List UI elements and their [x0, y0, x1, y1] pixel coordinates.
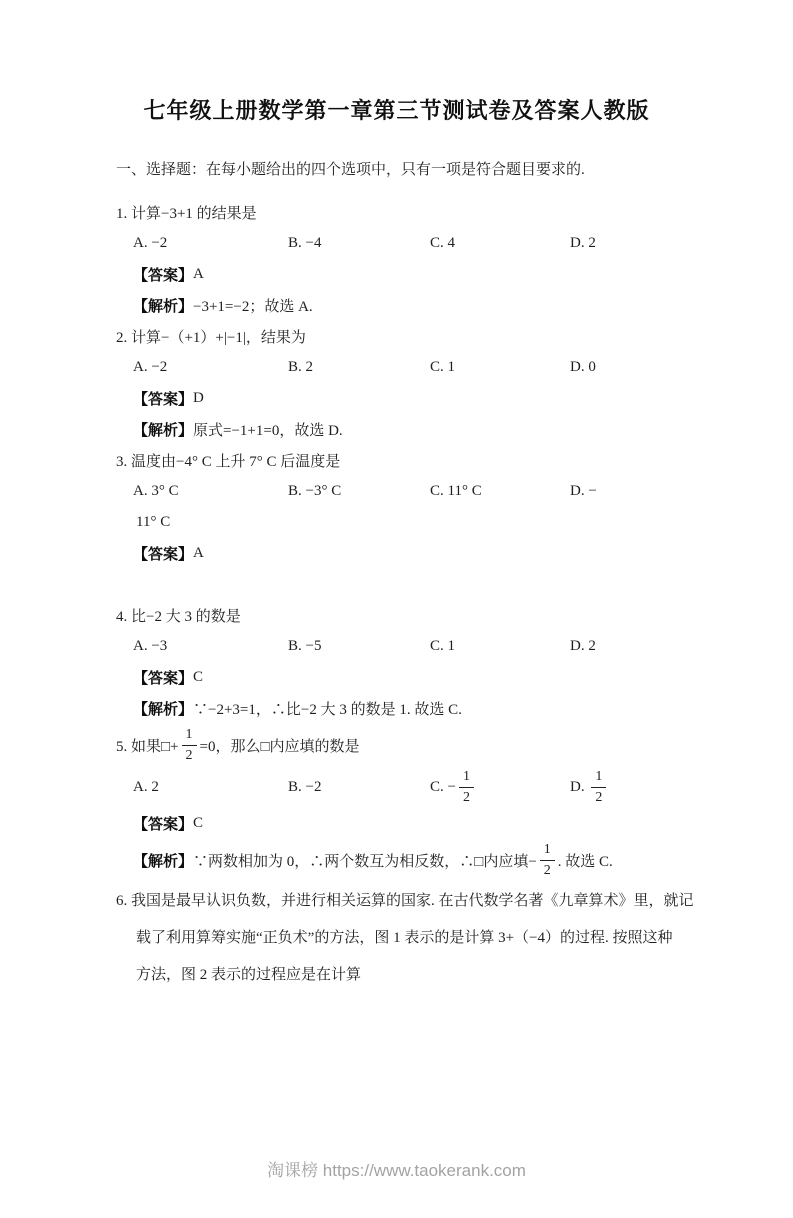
text-run: 3. 温度由−4° C 上升 7° C 后温度是 [116, 454, 341, 470]
option-d [570, 359, 723, 376]
text-run: . 故选 C. [557, 853, 613, 870]
text-run: D. 2 [570, 235, 596, 251]
answer-label: 【答案】 [133, 547, 194, 563]
question [116, 197, 723, 321]
page-title: 七年级上册数学第一章第三节测试卷及答案人教版 [143, 98, 650, 123]
fraction-denominator: 2 [182, 745, 197, 763]
question-stem [116, 600, 723, 631]
questions-container [116, 197, 723, 992]
text-run: 原式=−1+1=0，故选 D. [193, 423, 343, 439]
option-c [430, 770, 570, 805]
text-run: 5. 如果□+ [116, 738, 179, 755]
fraction [182, 728, 197, 763]
options-row [116, 352, 723, 383]
answer-value: C [193, 815, 204, 831]
fraction-numerator: 1 [595, 768, 603, 784]
analysis-label: 【解析】 [133, 853, 194, 870]
answer-line [116, 538, 723, 569]
option-d [570, 235, 723, 252]
fraction-numerator: 1 [185, 726, 193, 742]
question-stem [116, 881, 723, 918]
fraction [540, 843, 555, 878]
option-b [288, 235, 430, 252]
option-d [570, 638, 723, 655]
options-row [116, 631, 723, 662]
text-run: A. 3° C [133, 483, 179, 499]
text-run: =0，那么□内应填的数是 [199, 738, 360, 755]
question [116, 445, 723, 600]
option-a [133, 638, 288, 655]
text-run: C. 11° C [430, 483, 482, 499]
question [116, 321, 723, 445]
text-run: B. −2 [288, 778, 322, 795]
text-run: 6. 我国是最早认识负数，并进行相关运算的国家. 在古代数学名著《九章算术》里，就记 [116, 893, 694, 909]
text-run: 载了利用算筹实施“正负术”的方法，图 1 表示的是计算 3+（−4）的过程. 按照这种 [136, 930, 673, 946]
option-b [288, 359, 430, 376]
text-run: A. −2 [133, 359, 168, 375]
text-run: B. −4 [288, 235, 322, 251]
answer-value: A [193, 545, 204, 561]
answer-value: D [193, 390, 204, 406]
option-b [288, 638, 430, 655]
text-run: B. −3° C [288, 483, 342, 499]
question-stem [116, 197, 723, 228]
text-run: A. 2 [133, 778, 159, 795]
answer-line [116, 259, 723, 290]
options-row [116, 228, 723, 259]
option-b [288, 483, 430, 500]
options-row [116, 476, 723, 507]
fraction-denominator: 2 [591, 787, 606, 805]
text-run: B. 2 [288, 359, 314, 375]
text-run: 2. 计算−（+1）+|−1|，结果为 [116, 330, 306, 346]
answer-label: 【答案】 [133, 392, 194, 408]
answer-label: 【答案】 [133, 671, 194, 687]
analysis-label: 【解析】 [133, 702, 194, 718]
fraction-denominator: 2 [459, 787, 474, 805]
answer-label: 【答案】 [133, 817, 194, 833]
option-c [430, 235, 570, 252]
text-run: −3+1=−2；故选 A. [193, 299, 313, 315]
text-run: B. −5 [288, 638, 322, 654]
text-run: A. −2 [133, 235, 168, 251]
analysis-line [116, 693, 723, 724]
option-d [570, 483, 723, 500]
answer-label: 【答案】 [133, 268, 194, 284]
option-b [288, 779, 430, 796]
option-continuation [116, 507, 723, 538]
text-run: 4. 比−2 大 3 的数是 [116, 609, 241, 625]
blank-spacer [116, 569, 723, 600]
text-run: C. 4 [430, 235, 456, 251]
option-c [430, 638, 570, 655]
question [116, 600, 723, 724]
answer-line [116, 808, 723, 839]
fraction [591, 770, 606, 805]
fraction [459, 770, 474, 805]
question-stem [116, 955, 723, 992]
question [116, 724, 723, 881]
question-stem [116, 918, 723, 955]
analysis-line [116, 839, 723, 881]
option-a [133, 483, 288, 500]
analysis-line [116, 290, 723, 321]
option-d [570, 770, 723, 805]
text-run: 11° C [136, 514, 171, 530]
text-run: D. [570, 778, 589, 795]
fraction-denominator: 2 [540, 860, 555, 878]
question-stem [116, 321, 723, 352]
fraction-numerator: 1 [462, 768, 470, 784]
text-run: D. 2 [570, 638, 596, 654]
answer-value: A [193, 266, 204, 282]
answer-line [116, 383, 723, 414]
section-header: 一、选择题：在每小题给出的四个选项中，只有一项是符合题目要求的. [116, 162, 585, 178]
option-c [430, 483, 570, 500]
text-run: D. − [570, 483, 597, 499]
text-run: ∵两数相加为 0，∴两个数互为相反数，∴□内应填− [193, 853, 537, 870]
question [116, 881, 723, 992]
option-c [430, 359, 570, 376]
question-stem [116, 724, 723, 766]
question-stem [116, 445, 723, 476]
answer-line [116, 662, 723, 693]
footer-watermark: 淘课榜 https://www.taokerank.com [267, 1161, 526, 1180]
text-run: A. −3 [133, 638, 168, 654]
text-run: 1. 计算−3+1 的结果是 [116, 206, 257, 222]
option-a [133, 235, 288, 252]
text-run: ∵−2+3=1，∴比−2 大 3 的数是 1. 故选 C. [193, 702, 462, 718]
text-run: D. 0 [570, 359, 596, 375]
text-run: 方法，图 2 表示的过程应是在计算 [136, 967, 362, 983]
answer-value: C [193, 669, 204, 685]
text-run: C. 1 [430, 359, 456, 375]
text-run: C. − [430, 778, 456, 795]
analysis-label: 【解析】 [133, 299, 194, 315]
document-body [116, 155, 723, 992]
option-a [133, 779, 288, 796]
analysis-label: 【解析】 [133, 423, 194, 439]
option-a [133, 359, 288, 376]
fraction-numerator: 1 [543, 841, 551, 857]
analysis-line [116, 414, 723, 445]
options-row [116, 766, 723, 808]
document-page [0, 96, 793, 1218]
text-run: C. 1 [430, 638, 456, 654]
